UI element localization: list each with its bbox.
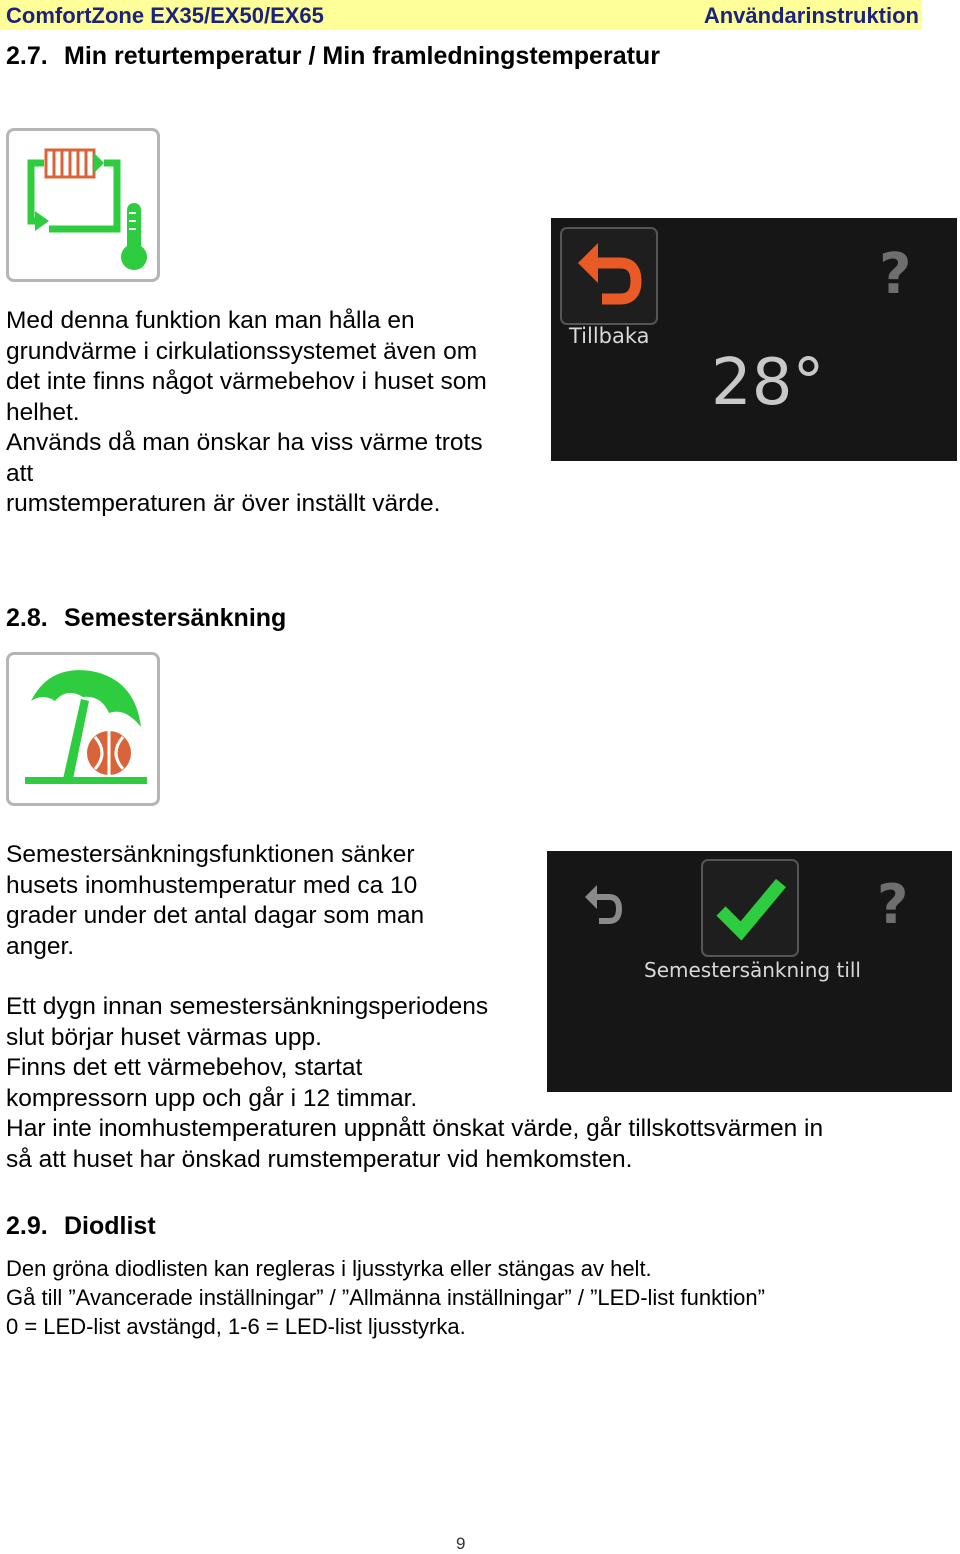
- section-number: 2.9.: [6, 1212, 48, 1240]
- paragraph-line: Semestersänkningsfunktionen sänker: [6, 841, 415, 868]
- section-title: Semestersänkning: [64, 604, 287, 632]
- paragraph-line: Har inte inomhustemperaturen uppnått önskat värde, går tillskottsvärmen in: [6, 1115, 824, 1142]
- paragraph-line: så att huset har önskad rumstemperatur vid hemkomsten.: [6, 1145, 633, 1173]
- paragraph-line: Med denna funktion kan man hålla en: [6, 307, 415, 334]
- section-2-9-heading: [6, 1212, 156, 1241]
- paragraph-line: helhet.: [6, 398, 80, 426]
- paragraph-line: det inte finns något värmebehov i huset som: [6, 368, 487, 395]
- paragraph-line: 0 = LED-list avstängd, 1-6 = LED-list ljusstyrka.: [6, 1314, 466, 1339]
- beach-umbrella-icon: [6, 652, 160, 806]
- paragraph-line: att: [6, 459, 34, 487]
- help-icon[interactable]: ?: [879, 242, 912, 307]
- vacation-status-label: Semestersänkning till: [644, 958, 861, 982]
- back-arrow-icon[interactable]: [579, 881, 629, 933]
- back-button[interactable]: [560, 227, 658, 325]
- temperature-value: 28°: [711, 346, 825, 420]
- paragraph-line: Finns det ett värmebehov, startat: [6, 1054, 363, 1081]
- header-doc-type: Användarinstruktion: [703, 3, 919, 28]
- page-number: 9: [456, 1534, 466, 1553]
- paragraph-line: grader under det antal dagar som man: [6, 902, 425, 929]
- section-2-8-paragraph-a: [6, 840, 424, 962]
- page-header: [0, 0, 922, 30]
- section-title: Min returtemperatur / Min framledningstemperatur: [64, 42, 660, 70]
- display-screenshot-min-temp: [551, 218, 957, 461]
- paragraph-line: Ett dygn innan semestersänkningsperiodens: [6, 993, 489, 1020]
- section-number: 2.8.: [6, 604, 48, 632]
- paragraph-line: kompressorn upp och går i 12 timmar.: [6, 1084, 418, 1112]
- section-2-7-heading: [6, 42, 660, 71]
- paragraph-line: rumstemperaturen är över inställt värde.: [6, 490, 441, 517]
- display-screenshot-vacation: [547, 851, 952, 1092]
- paragraph-line: Den gröna diodlisten kan regleras i ljusstyrka eller stängas av helt.: [6, 1256, 652, 1281]
- header-product-title: ComfortZone EX35/EX50/EX65: [6, 3, 324, 28]
- back-arrow-icon: [562, 229, 656, 323]
- section-2-8-heading: [6, 604, 286, 633]
- paragraph-line: Används då man önskar ha viss värme trots: [6, 429, 483, 456]
- section-number: 2.7.: [6, 42, 48, 70]
- section-title: Diodlist: [64, 1212, 156, 1240]
- section-2-9-paragraph: [6, 1254, 765, 1341]
- paragraph-line: Gå till ”Avancerade inställningar” / ”Allmänna inställningar” / ”LED-list funktion”: [6, 1285, 765, 1310]
- paragraph-line: grundvärme i cirkulationssystemet även om: [6, 337, 478, 365]
- section-2-7-paragraph: [6, 306, 487, 520]
- paragraph-line: anger.: [6, 932, 75, 960]
- paragraph-line: husets inomhustemperatur med ca 10: [6, 871, 418, 899]
- checkmark-icon: [703, 861, 797, 955]
- radiator-circulation-thermometer-icon: [6, 128, 160, 282]
- help-icon[interactable]: ?: [877, 873, 909, 936]
- confirm-button[interactable]: [701, 859, 799, 957]
- back-label: Tillbaka: [569, 324, 650, 348]
- paragraph-line: slut börjar huset värmas upp.: [6, 1023, 322, 1051]
